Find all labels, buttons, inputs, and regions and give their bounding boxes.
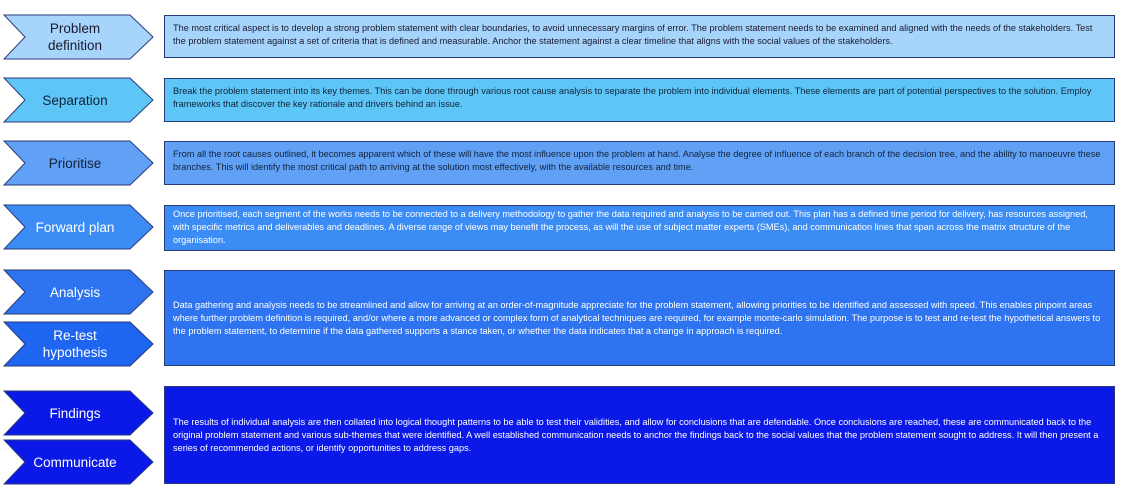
description-text: Data gathering and analysis needs to be streamlined and allow for arriving at an order-of-magnitude appreciate for the problem statement, allowing priorities to be identified and assessed with speed. This enables pinpoint areas where further problem definition is required, and/or where a more advanced or complex form of analytical techniques are required, for example monte-carlo simulation. The purpose is to test and re-test the hypothetical answers to the problem statement, to determine if the data gathered supports a stance taken, or whether the data indicates that a change in approach is required. — [173, 299, 1101, 336]
chevron-analysis — [3, 269, 155, 315]
chevron-forward-plan — [3, 204, 155, 250]
chevron-label: Forward plan — [35, 219, 115, 235]
description-separation — [164, 78, 1115, 122]
description-text: The most critical aspect is to develop a strong problem statement with clear boundaries, to avoid unnecessary margins of error. The problem statement needs to be examined and aligned with the needs of the stakeholders. Test the problem statement against a set of criteria that is defined and measurable. Anchor the statement against a clear timeline that aligns with the social values of the stakeholders. — [173, 23, 1093, 46]
description-text: The results of individual analysis are then collated into logical thought patterns to be able to test their validities, and allow for conclusions that are defendable. Once conclusions are reached, these are communicated back to the original problem statement and various sub-themes that were identified. A well established communication needs to anchor the findings back to the social values that the problem statement sought to address. It will then present a series of recommended actions, or identify opportunities to address gaps. — [173, 416, 1099, 453]
chevron-separation — [3, 77, 155, 123]
chevron-label: Re-test hypothesis — [42, 328, 108, 360]
description-text: From all the root causes outlined, it becomes apparent which of these will have the most influence upon the problem at hand. Analyse the degree of influence of each branch of the decision tree, and the ability to manoeuvre these branches. This will identify the most critical path to arriving at the solution most effectively, with the available resources and time. — [173, 149, 1101, 172]
chevron-prioritise — [3, 140, 155, 186]
chevron-problem-definition — [3, 14, 155, 60]
chevron-label: Communicate — [33, 454, 117, 470]
description-analysis — [164, 270, 1115, 366]
chevron-communicate — [3, 439, 155, 485]
chevron-re-test-hypothesis — [3, 321, 155, 367]
chevron-label: Problem definition — [47, 21, 103, 53]
description-findings — [164, 386, 1115, 484]
description-text: Break the problem statement into its key themes. This can be done through various root cause analysis to separate the problem into individual elements. These elements are part of potential perspectives to the solution. Employ frameworks that discover the key rationale and drivers behind an issue. — [173, 86, 1092, 109]
description-text: Once prioritised, each segment of the works needs to be connected to a delivery methodology to gather the data required and analysis to be carried out. This plan has a defined time period for delivery, has resources assigned, with specific metrics and deliverables and deadlines. A diverse range of views may benefit the process, as will the use of subject matter experts (SMEs), and communication lines that span across the matrix structure of the organisation. — [173, 209, 1088, 245]
chevron-label: Prioritise — [48, 155, 102, 171]
description-prioritise — [164, 141, 1115, 185]
chevron-findings — [3, 390, 155, 436]
description-problem-definition — [164, 15, 1115, 58]
description-forward-plan — [164, 205, 1115, 251]
chevron-label: Separation — [42, 92, 108, 108]
chevron-label: Findings — [49, 405, 101, 421]
chevron-label: Analysis — [49, 284, 101, 300]
